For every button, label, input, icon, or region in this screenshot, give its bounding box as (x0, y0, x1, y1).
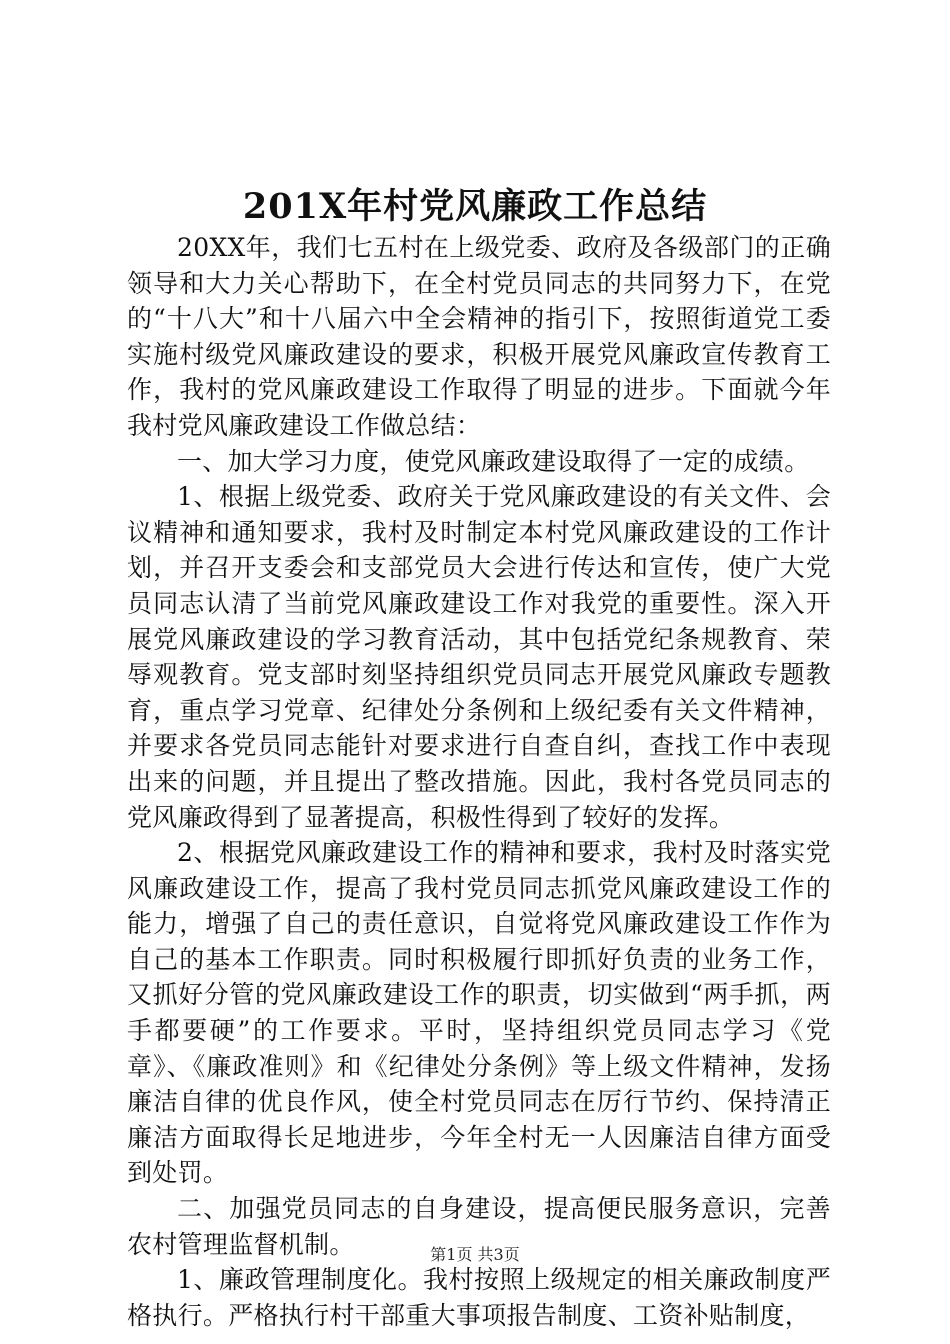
body-paragraph: 2、根据党风廉政建设工作的精神和要求，我村及时落实党风廉政建设工作，提高了我村党员同志抓党风廉政建设工作的能力，增强了自己的责任意识，自觉将党风廉政建设工作作为自己的基本工作职责。同时积极履行即抓好负责的业务工作，又抓好分管的党风廉政建设工作的职责，切实做到“两手抓，两手都要硬”的工作要求。平时，坚持组织党员同志学习《党章》、《廉政准则》和《纪律处分条例》等上级文件精神，发扬廉洁自律的优良作风，使全村党员同志在厉行节约、保持清正廉洁方面取得长足地进步，今年全村无一人因廉洁自律方面受到处罚。 (127, 838, 831, 1188)
section-heading-2: 二、加强党员同志的自身建设，提高便民服务意识，完善农村管理监督机制。 (127, 1194, 831, 1259)
body-paragraph: 1、廉政管理制度化。我村按照上级规定的相关廉政制度严格执行。严格执行村干部重大事项报告制度、工资补贴制度， (127, 1265, 831, 1330)
document-body (127, 230, 831, 1333)
section-heading-1: 一、加大学习力度，使党风廉政建设取得了一定的成绩。 (177, 446, 810, 476)
body-paragraph: 1、根据上级党委、政府关于党风廉政建设的有关文件、会议精神和通知要求，我村及时制定本村党风廉政建设的工作计划，并召开支委会和支部党员大会进行传达和宣传，使广大党员同志认清了当前党风廉政建设工作对我党的重要性。深入开展党风廉政建设的学习教育活动，其中包括党纪条规教育、荣辱观教育。党支部时刻坚持组织党员同志开展党风廉政专题教育，重点学习党章、纪律处分条例和上级纪委有关文件精神，并要求各党员同志能针对要求进行自查自纠，查找工作中表现出来的问题，并且提出了整改措施。因此，我村各党员同志的党风廉政得到了显著提高，积极性得到了较好的发挥。 (127, 482, 831, 832)
intro-paragraph: 20XX年，我们七五村在上级党委、政府及各级部门的正确领导和大力关心帮助下，在全村党员同志的共同努力下，在党的“十八大”和十八届六中全会精神的指引下，按照街道党工委实施村级党风廉政建设的要求，积极开展党风廉政宣传教育工作，我村的党风廉政建设工作取得了明显的进步。下面就今年我村党风廉政建设工作做总结： (127, 233, 831, 440)
page-number-footer: 第1页 共3页 (430, 1245, 520, 1264)
document-title: 201X年村党风廉政工作总结 (242, 186, 708, 227)
